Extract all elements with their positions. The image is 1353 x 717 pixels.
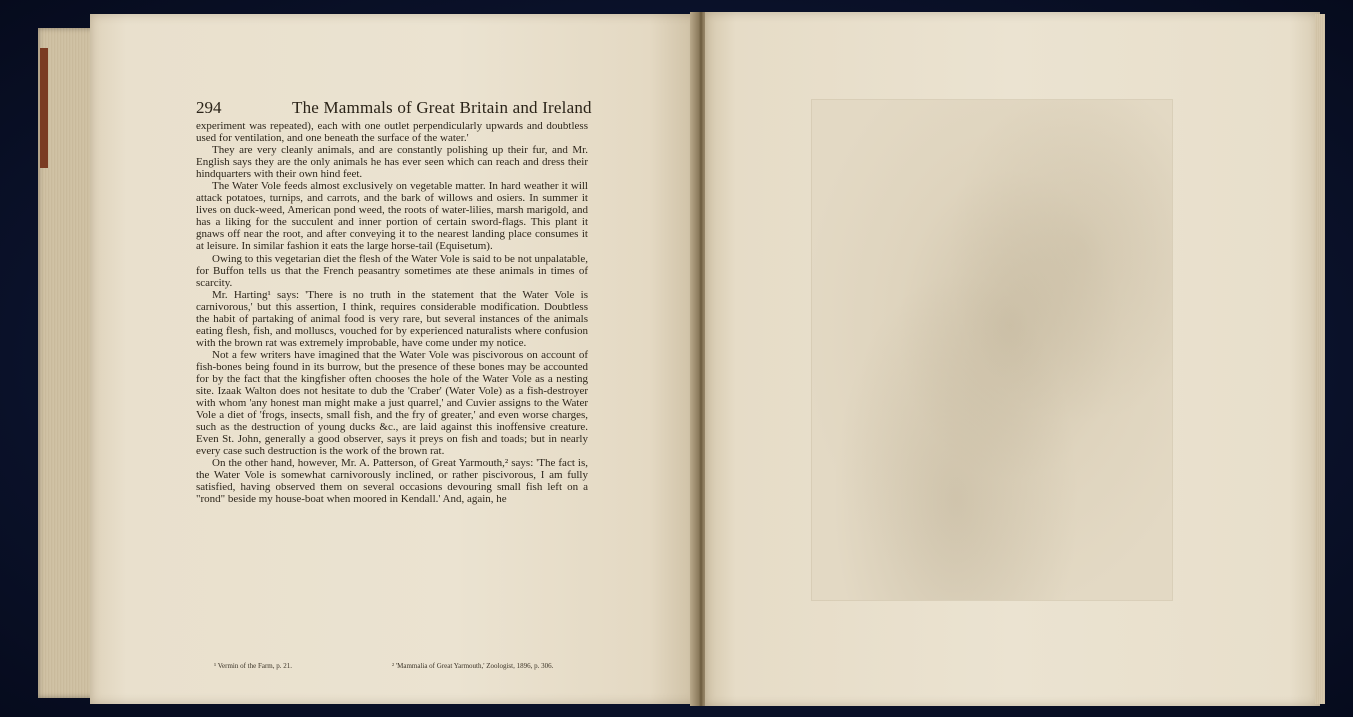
paragraph-6: Not a few writers have imagined that the Water Vole was piscivorous on account of fish-bones being found in its burrow, but the presence of these bones may be accounted for by the fact that the kingfisher often chooses the hole of the Water Vole as a nesting site. Izaak Walton does not hesitate to dub the 'Craber' (Water Vole) as a fish-destroyer with whom 'any honest man might make a just quarrel,' and Cuvier assigns to the Water Vole a diet of 'frogs, insects, small fish, and the fry of greater,' and even worse charges, such as the destruction of young ducks &c., are laid against this inoffensive creature. Even St. John, generally a good observer, says it preys on fish and toads; but in nearly every case such destruction is the work of the brown rat.	[196, 348, 588, 458]
page-number: 294	[196, 98, 222, 117]
right-page-edges	[1315, 14, 1325, 704]
paragraph-4: Owing to this vegetarian diet the flesh of the Water Vole is said to be not unpalatable, for Buffon tells us that the French peasantry sometimes ate these animals in times of scarcity.	[196, 252, 588, 289]
footnote-1: ¹ Vermin of the Farm, p. 21.	[214, 662, 292, 670]
paragraph-5: Mr. Harting¹ says: 'There is no truth in the statement that the Water Vole is carnivorous,' but this assertion, I think, requires considerable modification. Doubtless the habit of partaking of animal food is very rare, but several instances of the animals eating flesh, fish, and molluscs, vouched for by experienced naturalists where confusion with the brown rat was extremely improbable, have come under my notice.	[196, 288, 588, 349]
paragraph-3: The Water Vole feeds almost exclusively on vegetable matter. In hard weather it will attack potatoes, turnips, and carrots, and the bark of willows and osiers. In summer it lives on duck-weed, American pond weed, the roots of water-lilies, marsh marigold, and has a liking for the succulent and inner portion of certain sword-flags. This plant it gnaws off near the root, and after conveying it to the nearest landing place consumes it at leisure. In similar fashion it eats the large horse-tail (Equisetum).	[196, 180, 588, 253]
body-text	[196, 120, 588, 506]
running-head-title: The Mammals of Great Britain and Ireland	[292, 98, 592, 117]
running-head	[196, 98, 596, 120]
bookmark-tab	[40, 48, 48, 168]
paragraph-2: They are very cleanly animals, and are constantly polishing up their fur, and Mr. English says they are the only animals he has ever seen which can reach and dress their hindquarters with their own hind feet.	[196, 144, 588, 181]
footnote-2: ² 'Mammalia of Great Yarmouth,' Zoologist, 1896, p. 306.	[392, 662, 554, 670]
faded-illustration-plate	[812, 100, 1172, 600]
paragraph-7: On the other hand, however, Mr. A. Patterson, of Great Yarmouth,² says: 'The fact is, the Water Vole is somewhat carnivorously inclined, or rather piscivorous, I am fully satisfied, having observed them on several occasions devouring small fish left on a "rond" beside my house-boat when moored in Kendall.' And, again, he	[196, 457, 588, 506]
paragraph-1: experiment was repeated), each with one outlet perpendicularly upwards and doubtless used for ventilation, and one beneath the surface of the water.'	[196, 120, 588, 145]
footnotes	[196, 662, 588, 674]
